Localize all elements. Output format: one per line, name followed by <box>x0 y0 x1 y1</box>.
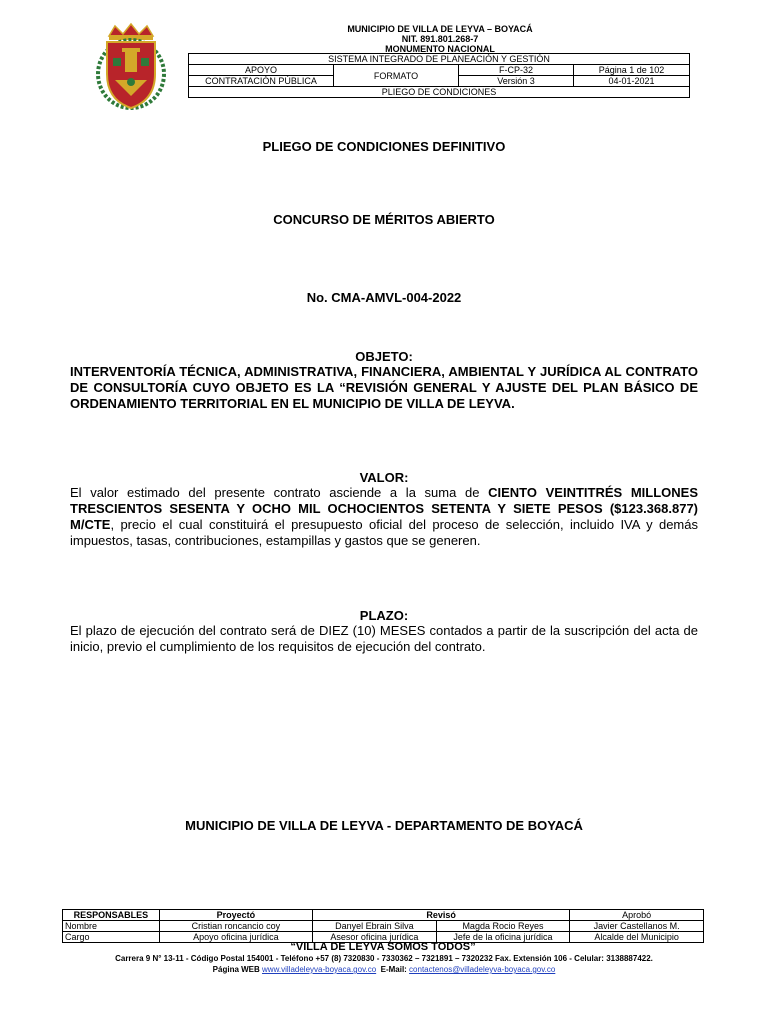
area-top: APOYO <box>189 65 334 76</box>
table-cell: Cargo <box>63 932 160 943</box>
table-cell: Apoyo oficina jurídica <box>159 932 312 943</box>
website-link[interactable]: www.villadeleyva-boyaca.gov.co <box>262 965 377 974</box>
table-cell: Danyel Ebrain Silva <box>313 921 437 932</box>
responsibles-table <box>62 909 704 943</box>
valor-text-2: , precio el cual constituirá el presupuesto oficial del proceso de selección, incluido IVA y demás impuestos, tasas, contribuciones, estampillas y gastos que se generen. <box>70 517 698 548</box>
coat-of-arms-logo <box>95 22 167 112</box>
objeto-heading: OBJETO: <box>355 349 413 364</box>
monument-label: MONUMENTO NACIONAL <box>385 44 495 54</box>
doc-code: F-CP-32 <box>459 65 574 76</box>
doc-date: 04-01-2021 <box>574 76 690 87</box>
contest-title: CONCURSO DE MÉRITOS ABIERTO <box>273 212 495 227</box>
table-cell: Asesor oficina jurídica <box>313 932 437 943</box>
table-cell: Magda Rocio Reyes <box>436 921 569 932</box>
table-cell: Jefe de la oficina jurídica <box>436 932 569 943</box>
table-header-row <box>63 910 704 921</box>
valor-text-1: El valor estimado del presente contrato asciende a la suma de <box>70 485 489 500</box>
contest-number: No. CMA-AMVL-004-2022 <box>306 290 462 305</box>
header-table <box>188 53 690 98</box>
doc-title: PLIEGO DE CONDICIONES <box>189 87 690 98</box>
page-count: Página 1 de 102 <box>574 65 690 76</box>
plazo-text: El plazo de ejecución del contrato será de DIEZ (10) MESES contados a partir de la suscripción del acta de inicio, previo el cumplimiento de los requisitos de ejecución del contrato. <box>70 623 698 654</box>
contact-line <box>20 965 748 974</box>
plazo-heading: PLAZO: <box>359 608 409 623</box>
valor-paragraph <box>70 485 698 549</box>
valor-amount: CIENTO VEINTITRÉS MILLONES TRESCIENTOS SESENTA Y OCHO MIL OCHOCIENTOS SETENTA Y SIETE PESOS ($123.368.877) M/CTE <box>70 485 698 532</box>
municipality-name: MUNICIPIO DE VILLA DE LEYVA – BOYACÁ <box>347 24 533 34</box>
table-header-cell: RESPONSABLES <box>63 910 160 921</box>
system-label: SISTEMA INTEGRADO DE PLANEACIÓN Y GESTIÓN <box>189 54 690 65</box>
table-header-cell: Proyectó <box>159 910 312 921</box>
address-line: Carrera 9 N° 13-11 - Código Postal 154001 - Teléfono +57 (8) 7320830 - 7330362 – 7321891 – 7320232 Fax. Extensión 106 - Celular: 3138887422. <box>115 954 653 963</box>
table-row <box>63 921 704 932</box>
closing-line: MUNICIPIO DE VILLA DE LEYVA - DEPARTAMENTO DE BOYACÁ <box>185 818 583 833</box>
doc-type: FORMATO <box>334 65 459 87</box>
objeto-text: INTERVENTORÍA TÉCNICA, ADMINISTRATIVA, FINANCIERA, AMBIENTAL Y JURÍDICA AL CONTRATO DE CONSULTORÍA CUYO OBJETO ES LA “REVISIÓN GENERAL Y AJUSTE DEL PLAN BÁSICO DE ORDENAMIENTO TERRITORIAL EN EL MUNICIPIO DE VILLA DE LEYVA. <box>70 364 698 411</box>
doc-version: Versión 3 <box>459 76 574 87</box>
table-header-cell: Revisó <box>313 910 570 921</box>
table-cell: Nombre <box>63 921 160 932</box>
table-cell: Cristian roncancio coy <box>159 921 312 932</box>
nit: NIT. 891.801.268-7 <box>401 34 479 44</box>
table-cell: Alcalde del Municipio <box>570 932 704 943</box>
main-title: PLIEGO DE CONDICIONES DEFINITIVO <box>262 139 506 154</box>
email-link[interactable]: contactenos@villadeleyva-boyaca.gov.co <box>409 965 556 974</box>
area-bottom: CONTRATACIÓN PÚBLICA <box>189 76 334 87</box>
slogan: “VILLA DE LEYVA SOMOS TODOS” <box>290 941 476 953</box>
valor-heading: VALOR: <box>359 470 409 485</box>
table-header-cell: Aprobó <box>570 910 704 921</box>
table-cell: Javier Castellanos M. <box>570 921 704 932</box>
email-label: E-Mail: <box>376 965 410 974</box>
web-label: Página WEB <box>212 965 263 974</box>
